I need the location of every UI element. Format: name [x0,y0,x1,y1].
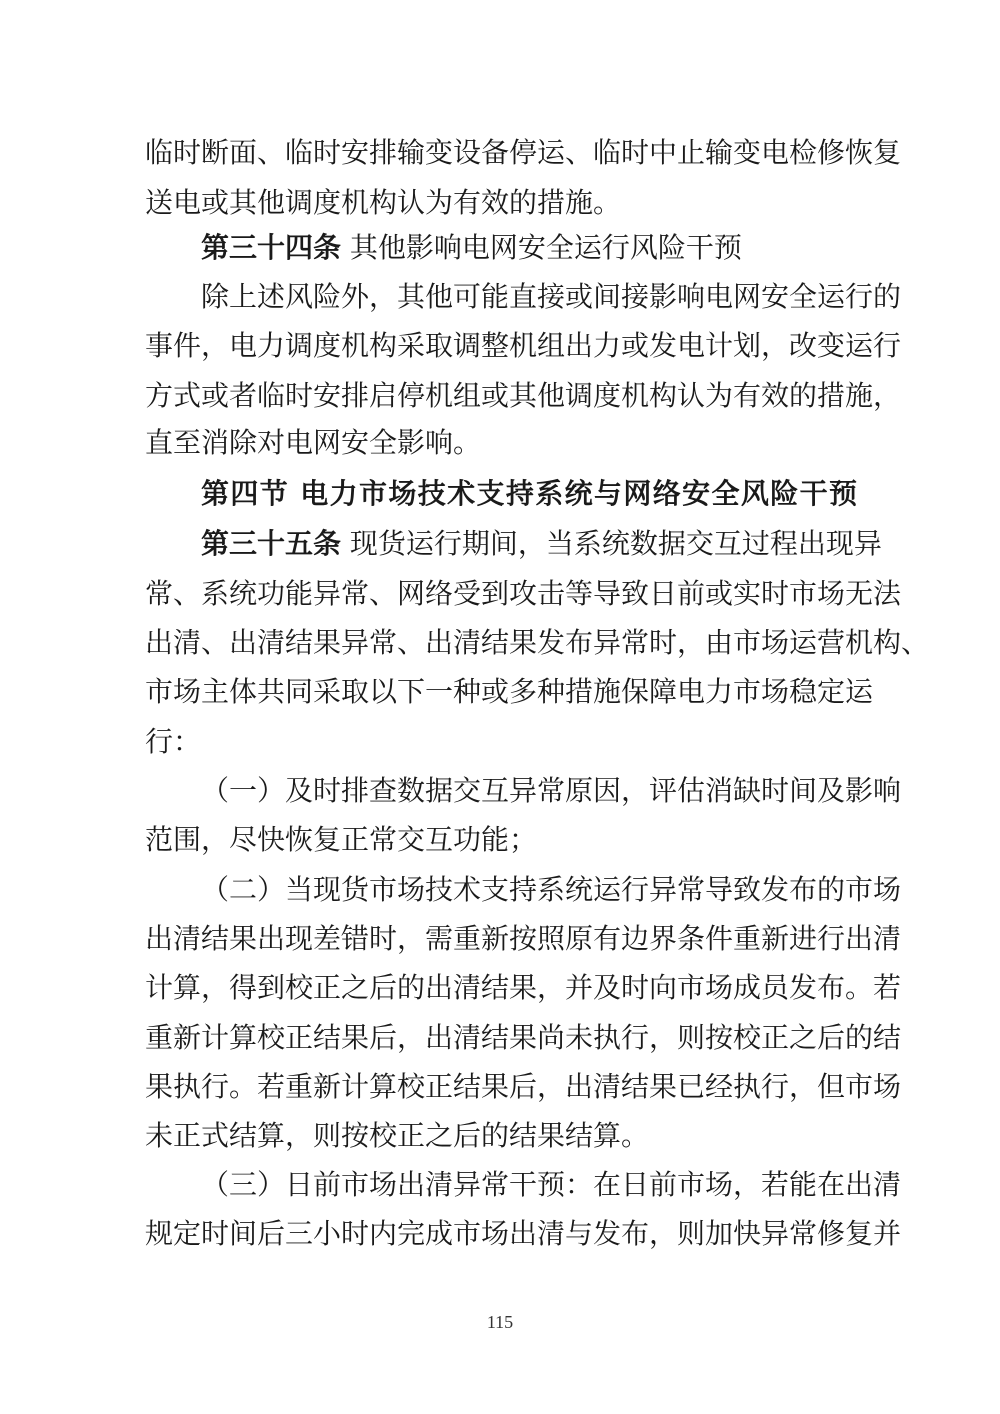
text-line [145,1214,902,1254]
text-line [201,474,857,514]
text-line [145,820,857,860]
text-line [145,183,857,223]
article-heading: 第四节 电力市场技术支持系统与网络安全风险干预 [201,477,857,510]
text-run: 出清结果出现差错时，需重新按照原有边界条件重新进行出清 [145,922,902,955]
text-run: 市场主体共同采取以下一种或多种措施保障电力市场稳定运 [145,675,874,708]
text-run: 现货运行期间，当系统数据交互过程出现异 [341,527,882,560]
text-line [145,423,857,463]
text-run: 直至消除对电网安全影响。 [145,426,482,459]
text-line [145,722,857,762]
text-run: 临时断面、临时安排输变设备停运、临时中止输变电检修恢复 [145,136,902,169]
text-run: 范围，尽快恢复正常交互功能； [145,823,538,856]
text-run: 计算，得到校正之后的出清结果，并及时向市场成员发布。若 [145,971,902,1004]
text-run: 其他影响电网安全运行风险干预 [341,231,742,264]
text-line [145,574,902,614]
text-line [201,870,902,910]
text-run: 行： [145,725,202,758]
article-heading: 第三十五条 [201,527,342,560]
text-line [145,1067,902,1107]
text-run: 事件，电力调度机构采取调整机组出力或发电计划，改变运行 [145,329,902,362]
text-line [201,771,902,811]
text-run: 规定时间后三小时内完成市场出清与发布，则加快异常修复并 [145,1217,902,1250]
text-line [201,524,882,564]
text-line [145,919,902,959]
text-run: 未正式结算，则按校正之后的结果结算。 [145,1119,650,1152]
text-run: 常、系统功能异常、网络受到攻击等导致日前或实时市场无法 [145,577,902,610]
text-line [201,277,902,317]
text-run: 重新计算校正结果后，出清结果尚未执行，则按校正之后的结 [145,1021,902,1054]
text-line [201,228,857,268]
text-run: 送电或其他调度机构认为有效的措施。 [145,186,622,219]
text-run: 出清、出清结果异常、出清结果发布异常时，由市场运营机构、 [145,626,930,659]
page-number: 115 [486,1312,514,1332]
text-line [145,623,930,663]
text-line [145,326,902,366]
text-run: 方式或者临时安排启停机组或其他调度机构认为有效的措施， [145,379,902,412]
text-run: 果执行。若重新计算校正结果后，出清结果已经执行，但市场 [145,1070,902,1103]
text-line [145,1116,857,1156]
text-run: 除上述风险外，其他可能直接或间接影响电网安全运行的 [201,280,902,313]
text-line [145,133,902,173]
text-line [201,1165,902,1205]
text-line [145,1018,902,1058]
text-run: （三）日前市场出清异常干预：在日前市场，若能在出清 [201,1168,902,1201]
text-line [145,376,902,416]
text-line [145,672,874,712]
text-run: （一）及时排查数据交互异常原因，评估消缺时间及影响 [201,774,902,807]
article-heading: 第三十四条 [201,231,342,264]
text-run: （二）当现货市场技术支持系统运行异常导致发布的市场 [201,873,902,906]
text-line [145,968,902,1008]
